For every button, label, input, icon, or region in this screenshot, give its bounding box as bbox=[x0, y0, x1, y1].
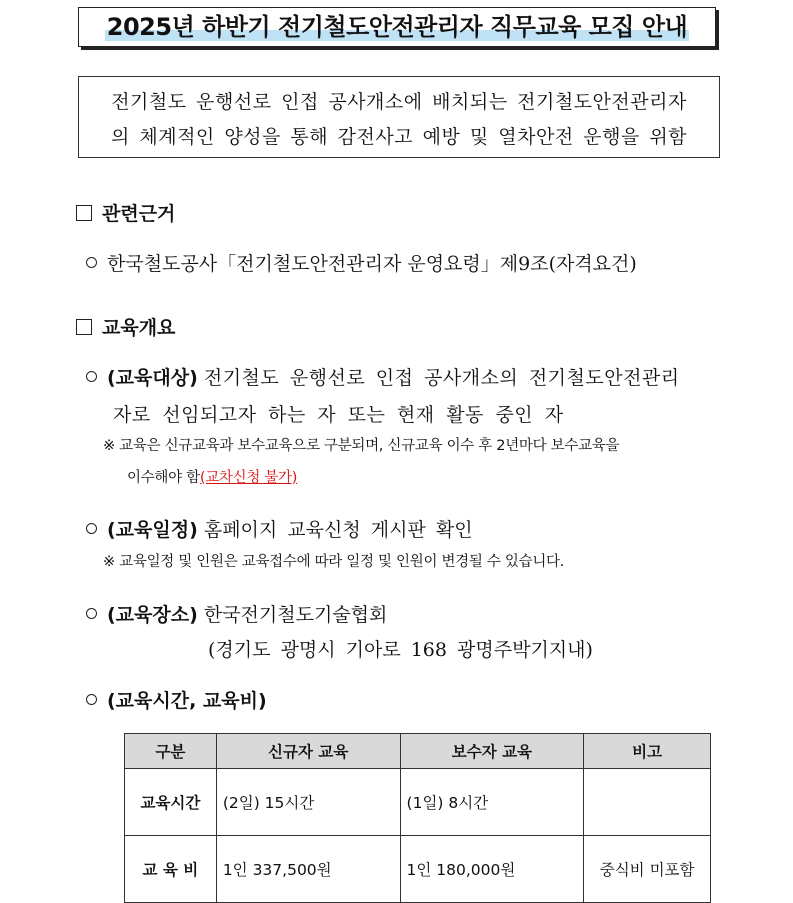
table-cell bbox=[584, 769, 711, 836]
place-text-2: (경기도 광명시 기아로 168 광명주박기지내) bbox=[208, 639, 593, 661]
table-header-cell: 신규자 교육 bbox=[216, 734, 400, 769]
section-overview-heading: 교육개요 bbox=[76, 313, 175, 340]
table-row-head: 교육시간 bbox=[125, 769, 217, 836]
table-cell: 1인 337,500원 bbox=[216, 836, 400, 903]
time-fee-line bbox=[86, 686, 267, 713]
circle-bullet-icon bbox=[86, 608, 97, 619]
table-cell: 중식비 미포함 bbox=[584, 836, 711, 903]
target-text-2: 자로 선임되고자 하는 자 또는 현재 활동 중인 자 bbox=[113, 404, 564, 426]
table-header-cell: 비고 bbox=[584, 734, 711, 769]
table-row-head: 교 육 비 bbox=[125, 836, 217, 903]
purpose-line-2: 의 체계적인 양성을 통해 감전사고 예방 및 열차안전 운행을 위함 bbox=[110, 126, 688, 148]
purpose-line-1: 전기철도 운행선로 인접 공사개소에 배치되는 전기철도안전관리자 bbox=[111, 91, 687, 113]
circle-bullet-icon bbox=[86, 371, 97, 382]
target-note-1: ※ 교육은 신규교육과 보수교육으로 구분되며, 신규교육 이수 후 2년마다 보수교육을 bbox=[103, 438, 620, 454]
target-text-1: 전기철도 운행선로 인접 공사개소의 전기철도안전관리 bbox=[203, 367, 680, 389]
circle-bullet-icon bbox=[86, 694, 97, 705]
table-row bbox=[125, 836, 711, 903]
place-label: (교육장소) bbox=[107, 604, 198, 626]
page-title: 2025년 하반기 전기철도안전관리자 직무교육 모집 안내 bbox=[78, 7, 716, 47]
purpose-box bbox=[78, 76, 720, 158]
target-label: (교육대상) bbox=[107, 367, 198, 389]
table-header-cell: 구분 bbox=[125, 734, 217, 769]
schedule-label: (교육일정) bbox=[107, 519, 198, 541]
square-bullet-icon bbox=[76, 319, 92, 335]
circle-bullet-icon bbox=[86, 257, 97, 268]
schedule-line bbox=[86, 515, 473, 542]
table-cell: (1일) 8시간 bbox=[400, 769, 584, 836]
square-bullet-icon bbox=[76, 205, 92, 221]
table-header-row bbox=[125, 734, 711, 769]
time-fee-label: (교육시간, 교육비) bbox=[107, 690, 267, 712]
schedule-text: 홈페이지 교육신청 게시판 확인 bbox=[203, 519, 473, 541]
table-cell: 1인 180,000원 bbox=[400, 836, 584, 903]
basis-item: 한국철도공사「전기철도안전관리자 운영요령」제9조(자격요건) bbox=[86, 249, 637, 276]
table-row bbox=[125, 769, 711, 836]
place-text-1: 한국전기철도기술협회 bbox=[203, 604, 388, 626]
circle-bullet-icon bbox=[86, 523, 97, 534]
target-note-2: 이수해야 함(교차신청 불가) bbox=[127, 470, 298, 486]
cross-apply-warning: (교차신청 불가) bbox=[199, 470, 298, 486]
table-header-cell: 보수자 교육 bbox=[400, 734, 584, 769]
education-fee-table bbox=[124, 733, 711, 903]
schedule-note: ※ 교육일정 및 인원은 교육접수에 따라 일정 및 인원이 변경될 수 있습니다. bbox=[103, 554, 565, 570]
section-basis-heading: 관련근거 bbox=[76, 199, 175, 226]
place-line bbox=[86, 600, 387, 627]
target-line-1 bbox=[86, 363, 680, 390]
table-cell: (2일) 15시간 bbox=[216, 769, 400, 836]
